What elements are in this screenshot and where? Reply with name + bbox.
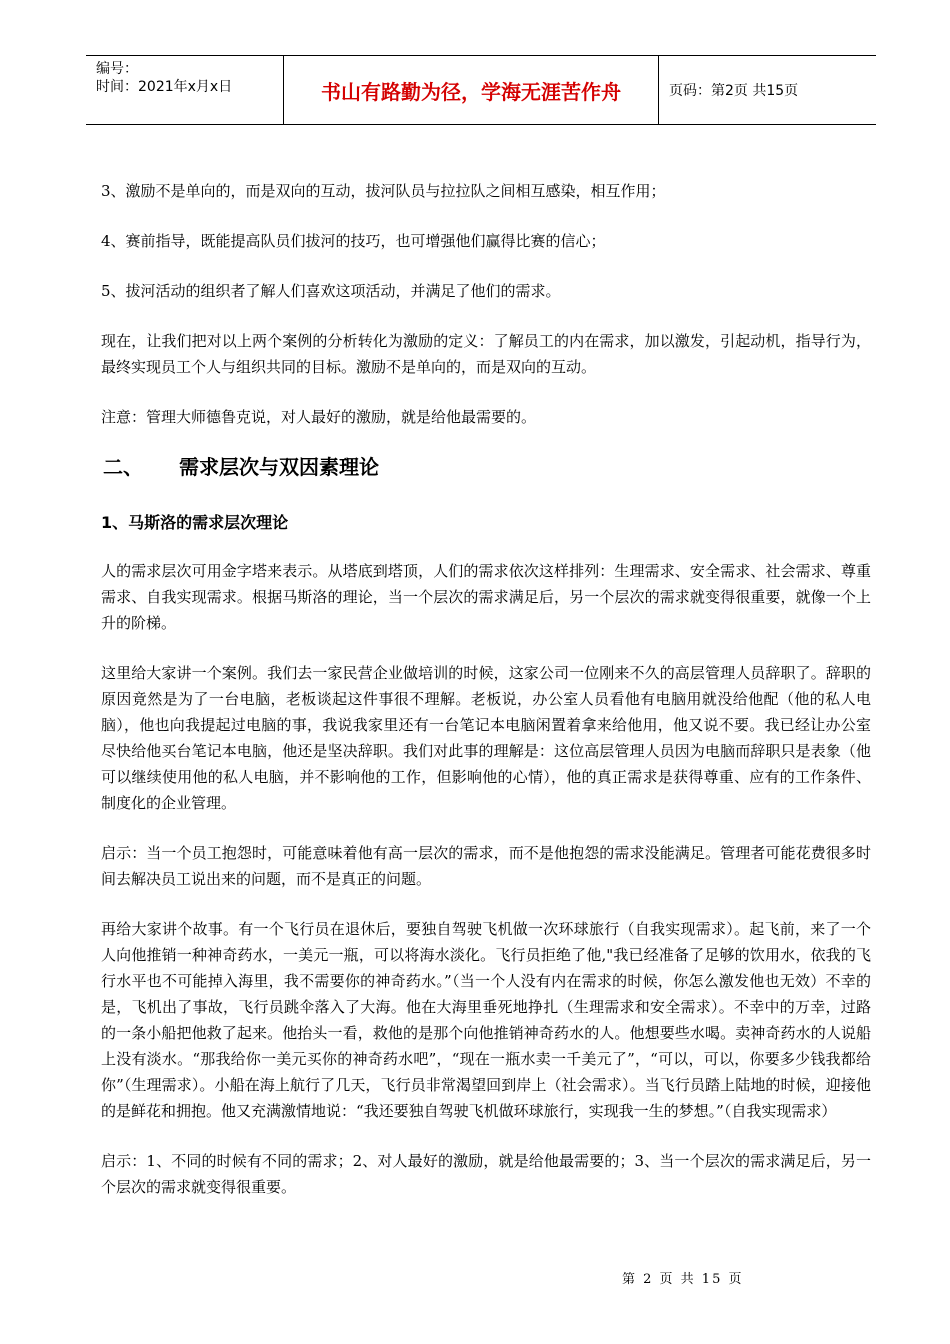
page-header <box>86 55 876 125</box>
section-title: 需求层次与双因素理论 <box>179 455 379 479</box>
header-page-info: 页码：第2页 共15页 <box>669 83 799 99</box>
subsection-heading: 1、马斯洛的需求层次理论 <box>101 513 289 532</box>
header-motto: 书山有路勤为径，学海无涯苦作舟 <box>283 56 659 124</box>
section-number: 二、 <box>103 455 143 479</box>
paragraph: 注意：管理大师德鲁克说，对人最好的激励，就是给他最需要的。 <box>101 408 537 426</box>
section-heading <box>103 454 871 480</box>
paragraph: 人的需求层次可用金字塔来表示。从塔底到塔顶，人们的需求依次这样排列：生理需求、安全需求、社会需求、尊重需求、自我实现需求。根据马斯洛的理论，当一个层次的需求满足后，另一个层次的需求就变得很重要，就像一个上升的阶梯。 <box>101 562 871 632</box>
paragraph: 这里给大家讲一个案例。我们去一家民营企业做培训的时候，这家公司一位刚来不久的高层管理人员辞职了。辞职的原因竟然是为了一台电脑，老板谈起这件事很不理解。老板说，办公室人员看他有电脑用就没给他配（他的私人电脑），他也向我提起过电脑的事，我说我家里还有一台笔记本电脑闲置着拿来给他用，他又说不要。我已经让办公室尽快给他买台笔记本电脑，他还是坚决辞职。我们对此事的理解是：这位高层管理人员因为电脑而辞职只是表象（他可以继续使用他的私人电脑，并不影响他的工作，但影响他的心情），他的真正需求是获得尊重、应有的工作条件、制度化的企业管理。 <box>101 664 871 812</box>
paragraph: 启示：1、不同的时候有不同的需求；2、对人最好的激励，就是给他最需要的；3、当一个层次的需求满足后，另一个层次的需求就变得很重要。 <box>101 1152 871 1196</box>
page-footer: 第 2 页 共 15 页 <box>622 1272 744 1287</box>
date-label: 时间：2021年x月x日 <box>96 79 233 95</box>
paragraph: 3、激励不是单向的，而是双向的互动，拔河队员与拉拉队之间相互感染，相互作用； <box>101 182 666 200</box>
paragraph: 5、拔河活动的组织者了解人们喜欢这项活动，并满足了他们的需求。 <box>101 282 561 300</box>
paragraph: 现在，让我们把对以上两个案例的分析转化为激励的定义：了解员工的内在需求，加以激发，引起动机，指导行为，最终实现员工个人与组织共同的目标。激励不是单向的，而是双向的互动。 <box>101 332 871 376</box>
paragraph: 4、赛前指导，既能提高队员们拔河的技巧，也可增强他们赢得比赛的信心； <box>101 232 606 250</box>
document-body <box>101 178 871 1224</box>
paragraph: 启示：当一个员工抱怨时，可能意味着他有高一层次的需求，而不是他抱怨的需求没能满足。管理者可能花费很多时间去解决员工说出来的问题，而不是真正的问题。 <box>101 844 871 888</box>
doc-number-label: 编号： <box>96 61 138 77</box>
header-meta <box>86 56 283 124</box>
paragraph: 再给大家讲个故事。有一个飞行员在退休后，要独自驾驶飞机做一次环球旅行（自我实现需求）。起飞前，来了一个人向他推销一种神奇药水，一美元一瓶，可以将海水淡化。飞行员拒绝了他,"我已经准备了足够的饮用水，依我的飞行水平也不可能掉入海里，我不需要你的神奇药水。”（当一个人没有内在需求的时候，你怎么激发他也无效）不幸的是，飞机出了事故，飞行员跳伞落入了大海。他在大海里垂死地挣扎（生理需求和安全需求）。不幸中的万幸，过路的一条小船把他救了起来。他抬头一看，救他的是那个向他推销神奇药水的人。他想要些水喝。卖神奇药水的人说船上没有淡水。“那我给你一美元买你的神奇药水吧”，“现在一瓶水卖一千美元了”，“可以，可以，你要多少钱我都给你”（生理需求）。小船在海上航行了几天，飞行员非常渴望回到岸上（社会需求）。当飞行员踏上陆地的时候，迎接他的是鲜花和拥抱。他又充满激情地说：“我还要独自驾驶飞机做环球旅行，实现我一生的梦想。”（自我实现需求） <box>101 920 871 1120</box>
